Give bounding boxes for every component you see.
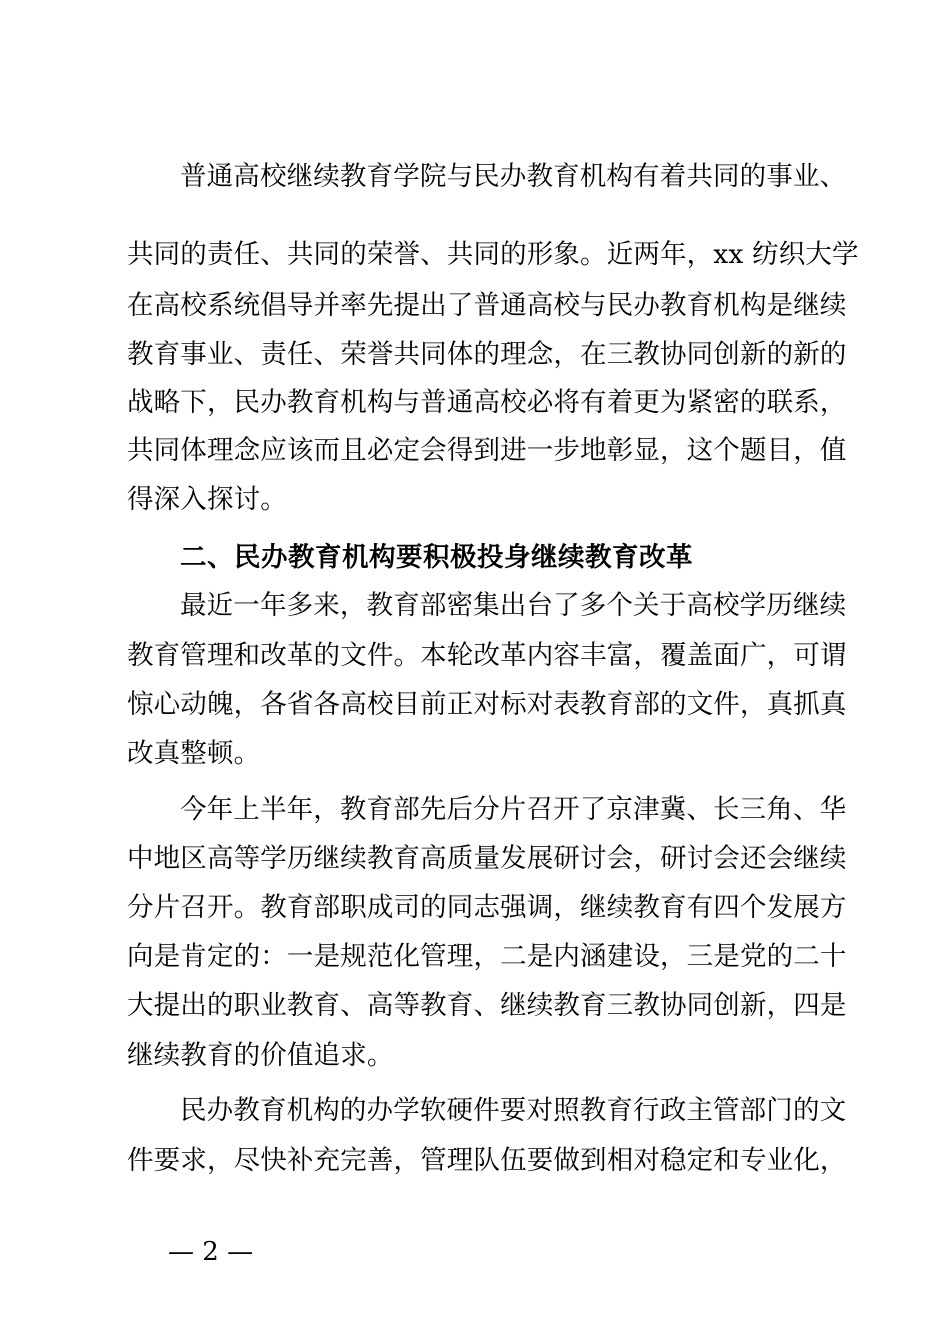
section-heading-text: 二、民办教育机构要积极投身继续教育改革 [180, 542, 693, 573]
paragraph-1-line-6 [0, 428, 950, 474]
paragraph-1-line-1 [0, 154, 950, 200]
paragraph-3-line-6 [0, 1033, 950, 1079]
paragraph-2-line-4 [0, 731, 950, 777]
paragraph-1-line-5 [0, 380, 950, 426]
paragraph-2-line-3 [0, 682, 950, 728]
text-line: 共同体理念应该而且必定会得到进一步地彰显，这个题目，值 [127, 435, 847, 466]
text-line: 得深入探讨。 [127, 484, 287, 515]
paragraph-1-line-4 [0, 332, 950, 378]
text-line: 大提出的职业教育、高等教育、继续教育三教协同创新，四是 [127, 990, 847, 1021]
paragraph-1-line-2 [0, 232, 950, 278]
paragraph-1-line-3 [0, 283, 950, 329]
text-line: 普通高校继续教育学院与民办教育机构有着共同的事业、 [180, 161, 847, 192]
paragraph-3-line-5 [0, 983, 950, 1029]
text-line: 战略下，民办教育机构与普通高校必将有着更为紧密的联系， [127, 387, 847, 418]
paragraph-3-line-1 [0, 787, 950, 833]
section-heading [0, 535, 950, 581]
paragraph-1-line-7 [0, 477, 950, 523]
text-line: 中地区高等学历继续教育高质量发展研讨会，研讨会还会继续 [127, 843, 847, 874]
paragraph-2-line-2 [0, 633, 950, 679]
text-line: 教育事业、责任、荣誉共同体的理念，在三教协同创新的新的 [127, 339, 847, 370]
text-line: 分片召开。教育部职成司的同志强调，继续教育有四个发展方 [127, 892, 847, 923]
paragraph-3-line-3 [0, 885, 950, 931]
paragraph-4-line-1 [0, 1088, 950, 1134]
text-line: 改真整顿。 [127, 738, 261, 769]
text-line: 今年上半年，教育部先后分片召开了京津冀、长三角、华 [180, 794, 847, 825]
text-line: 民办教育机构的办学软硬件要对照教育行政主管部门的文 [180, 1095, 847, 1126]
text-line: 教育管理和改革的文件。本轮改革内容丰富，覆盖面广，可谓 [127, 640, 847, 671]
paragraph-3-line-2 [0, 836, 950, 882]
text-line: 继续教育的价值追求。 [127, 1040, 394, 1071]
paragraph-4-line-2 [0, 1138, 950, 1184]
text-line: 向是肯定的：一是规范化管理，二是内涵建设，三是党的二十 [127, 941, 847, 972]
text-line: 惊心动魄，各省各高校目前正对标对表教育部的文件，真抓真 [127, 689, 847, 720]
text-line: 最近一年多来，教育部密集出台了多个关于高校学历继续 [180, 590, 847, 621]
text-line: 共同的责任、共同的荣誉、共同的形象。近两年，xx 纺织大学 [127, 239, 859, 270]
page-number: — 2 — [168, 1237, 254, 1267]
text-line: 在高校系统倡导并率先提出了普通高校与民办教育机构是继续 [127, 290, 847, 321]
paragraph-3-line-4 [0, 934, 950, 980]
paragraph-2-line-1 [0, 583, 950, 629]
text-line: 件要求，尽快补充完善，管理队伍要做到相对稳定和专业化， [127, 1145, 847, 1176]
